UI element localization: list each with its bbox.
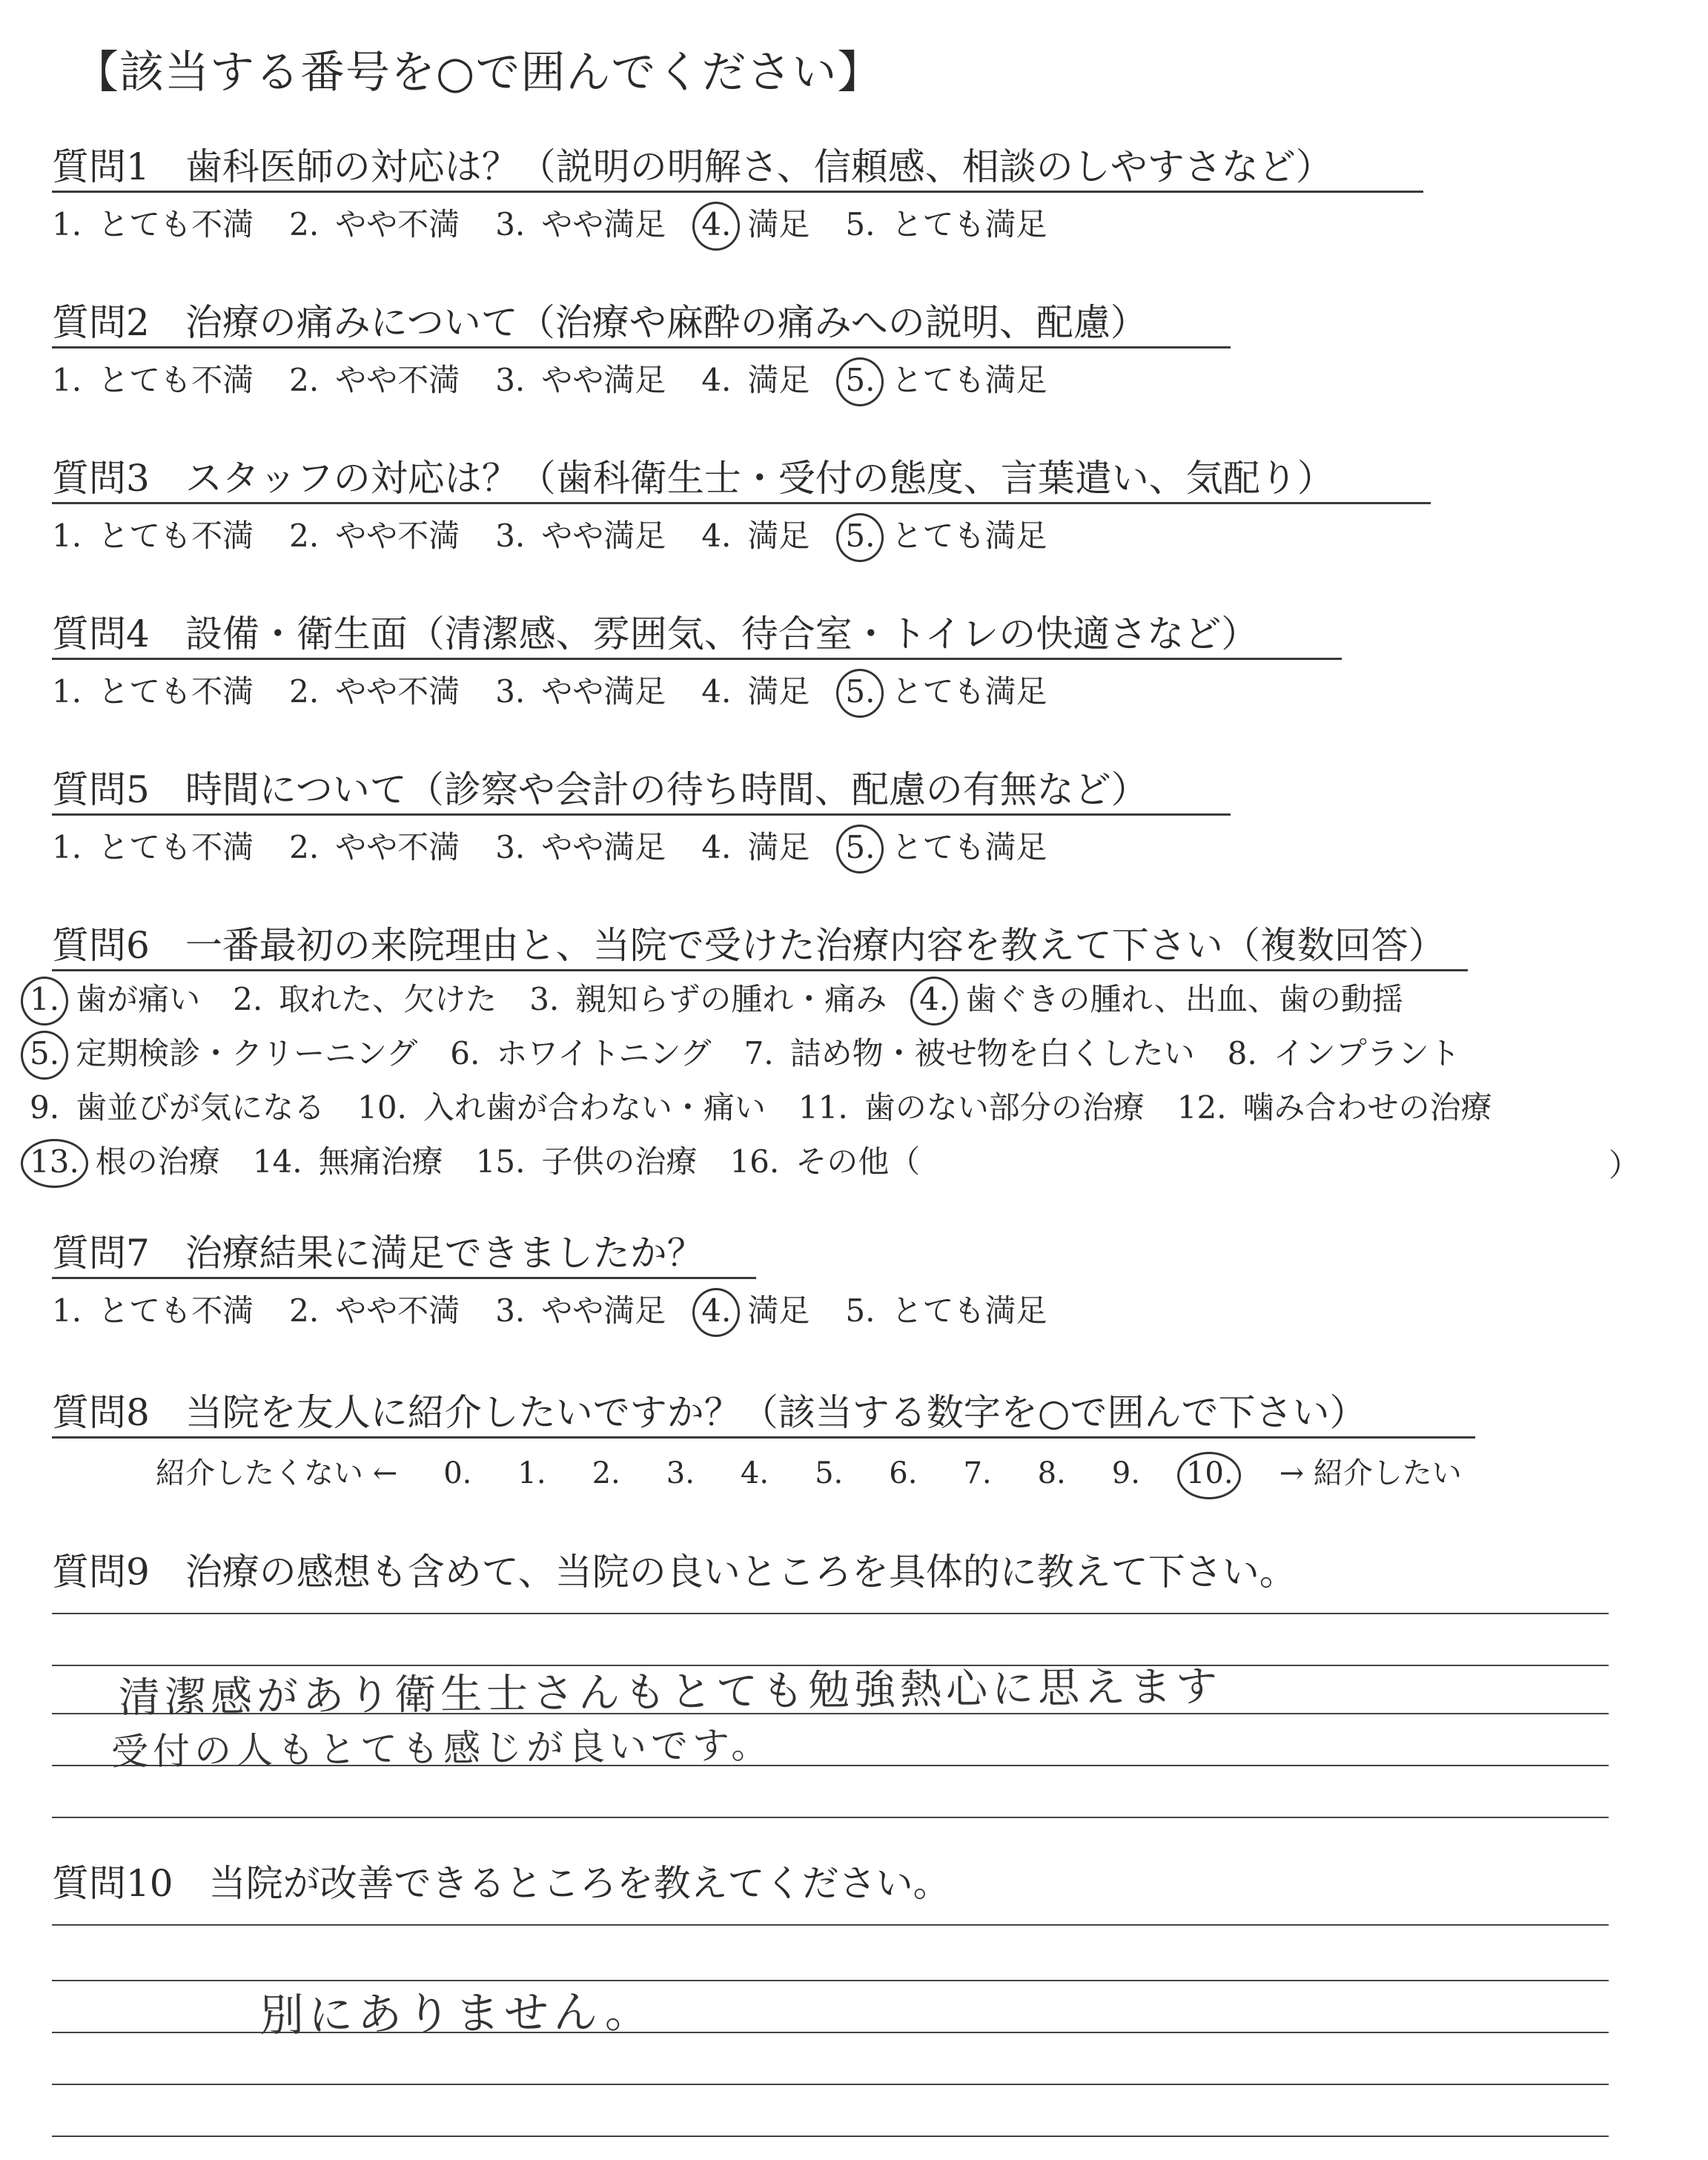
- options-row: [52, 1290, 1082, 1332]
- option[interactable]: [30, 1141, 220, 1183]
- question-number: 質問9: [52, 1550, 150, 1593]
- question-title: [52, 1390, 1366, 1435]
- option[interactable]: [919, 979, 1403, 1020]
- scale-option[interactable]: 7.: [963, 1456, 992, 1490]
- option-label: とても満足: [891, 362, 1047, 398]
- option-label: とても満足: [891, 829, 1047, 865]
- option-label: とても満足: [891, 1292, 1047, 1329]
- option[interactable]: [253, 1141, 443, 1183]
- option-number: 3.: [495, 829, 526, 865]
- question-number: 質問2: [52, 301, 150, 344]
- option[interactable]: [289, 1290, 460, 1332]
- question-underline: [52, 813, 1231, 816]
- question-text: 歯科医師の対応は？（説明の明解さ、信頼感、相談のしやすさなど）: [185, 145, 1333, 188]
- question-title: [52, 1861, 950, 1906]
- question-number: 質問6: [52, 924, 150, 967]
- option[interactable]: [289, 515, 460, 557]
- scale-option[interactable]: 1.: [517, 1456, 546, 1490]
- option-label: やや不満: [335, 206, 460, 242]
- question-number: 質問3: [52, 457, 150, 500]
- option-label: とても不満: [98, 673, 254, 710]
- question-text: 当院を友人に紹介したいですか？（該当する数字を○で囲んで下さい）: [185, 1391, 1367, 1434]
- question-underline: [52, 1277, 756, 1279]
- option-label: 満足: [747, 206, 810, 242]
- handwritten-answer: 別にありません。: [259, 1986, 655, 2042]
- option-number: 3.: [495, 1292, 526, 1329]
- option-number: 1.: [52, 673, 82, 710]
- option-label: 満足: [747, 362, 810, 398]
- option-label: とても不満: [98, 1292, 254, 1329]
- option-label: 根の治療: [95, 1143, 220, 1180]
- question-underline: [52, 346, 1231, 349]
- option[interactable]: [729, 1141, 920, 1183]
- option-number: 9.: [30, 1089, 60, 1126]
- option-label: 無痛治療: [318, 1143, 443, 1180]
- question-title: [52, 145, 1333, 189]
- option[interactable]: [845, 204, 1047, 245]
- question-text: 治療の痛みについて（治療や麻酔の痛みへの説明、配慮）: [185, 301, 1148, 344]
- option-number: 3.: [495, 362, 526, 398]
- scale-option[interactable]: 2.: [592, 1456, 620, 1490]
- scale-option[interactable]: 9.: [1111, 1456, 1140, 1490]
- option-label: やや満足: [541, 1292, 666, 1329]
- option-label: やや満足: [541, 673, 666, 710]
- option[interactable]: [495, 515, 666, 557]
- question-number: 質問1: [52, 145, 150, 188]
- option[interactable]: [289, 671, 460, 713]
- options-row: [52, 671, 1082, 713]
- question-underline: [52, 969, 1468, 971]
- option-number: 1.: [30, 981, 60, 1017]
- option-label: その他（: [795, 1143, 921, 1180]
- option-number: 2.: [289, 1292, 320, 1329]
- q6-options-row: [30, 1033, 1493, 1074]
- option[interactable]: [845, 671, 1047, 713]
- option[interactable]: [701, 671, 810, 713]
- scale-option[interactable]: 10.: [1185, 1456, 1234, 1490]
- question-title: [52, 612, 1258, 656]
- option-number: 2.: [289, 518, 320, 554]
- writing-line: [52, 1613, 1609, 1614]
- option-label: 定期検診・クリーニング: [76, 1035, 418, 1071]
- question-text: 一番最初の来院理由と、当院で受けた治療内容を教えて下さい（複数回答）: [185, 924, 1446, 967]
- option-number: 8.: [1227, 1035, 1257, 1071]
- option[interactable]: [30, 1087, 325, 1129]
- option-label: 満足: [747, 1292, 810, 1329]
- option-label: 歯が痛い: [76, 981, 201, 1017]
- option[interactable]: [495, 360, 666, 401]
- option-label: 満足: [747, 673, 810, 710]
- option-number: 4.: [701, 362, 732, 398]
- question-underline: [52, 658, 1342, 660]
- options-row: [52, 204, 1082, 245]
- option-label: 詰め物・被せ物を白くしたい: [790, 1035, 1195, 1071]
- option[interactable]: [495, 204, 666, 245]
- question-number: 質問10: [52, 1862, 173, 1905]
- scale-option[interactable]: 0.: [443, 1456, 472, 1490]
- option-number: 3.: [529, 981, 560, 1017]
- question-text: 時間について（診察や会計の待ち時間、配慮の有無など）: [185, 768, 1148, 811]
- option-label: とても満足: [891, 673, 1047, 710]
- option-number: 1.: [52, 362, 82, 398]
- option[interactable]: [701, 1290, 810, 1332]
- option-number: 1.: [52, 1292, 82, 1329]
- scale-option[interactable]: 5.: [815, 1456, 844, 1490]
- option-number: 1.: [52, 518, 82, 554]
- recommend-scale: [156, 1450, 1508, 1492]
- option[interactable]: [1177, 1087, 1492, 1129]
- question-text: スタッフの対応は？（歯科衛生士・受付の態度、言葉遣い、気配り）: [185, 457, 1334, 500]
- option-number: 6.: [450, 1035, 480, 1071]
- option[interactable]: [289, 827, 460, 868]
- option-number: 13.: [30, 1143, 79, 1180]
- q6-options-row: [30, 1141, 953, 1183]
- option[interactable]: [233, 979, 497, 1020]
- option-number: 4.: [919, 981, 950, 1017]
- option[interactable]: [450, 1033, 711, 1074]
- question-title: [52, 1550, 1297, 1594]
- option[interactable]: [357, 1087, 766, 1129]
- scale-left-label: 紹介したくない ←: [156, 1456, 398, 1490]
- option-number: 3.: [495, 206, 526, 242]
- option-number: 2.: [289, 206, 320, 242]
- option-number: 5.: [845, 518, 875, 554]
- option-number: 1.: [52, 206, 82, 242]
- option[interactable]: [845, 1290, 1047, 1332]
- option-label: とても満足: [891, 518, 1047, 554]
- option-number: 5.: [845, 829, 875, 865]
- option[interactable]: [701, 204, 810, 245]
- option[interactable]: [798, 1087, 1145, 1129]
- scale-option[interactable]: 4.: [740, 1456, 769, 1490]
- option-number: 7.: [744, 1035, 774, 1071]
- option[interactable]: [476, 1141, 698, 1183]
- option[interactable]: [52, 204, 254, 245]
- option-label: インプラント: [1273, 1035, 1460, 1071]
- option-label: とても満足: [891, 206, 1047, 242]
- option-number: 12.: [1176, 1089, 1227, 1126]
- question-text: 治療の感想も含めて、当院の良いところを具体的に教えて下さい。: [185, 1550, 1297, 1593]
- option-number: 4.: [701, 1292, 732, 1329]
- option[interactable]: [52, 515, 254, 557]
- option-number: 16.: [729, 1143, 780, 1180]
- options-row: [52, 827, 1082, 868]
- question-title: [52, 456, 1334, 501]
- question-text: 当院が改善できるところを教えてください。: [208, 1862, 950, 1905]
- question-text: 治療結果に満足できましたか？: [185, 1232, 704, 1275]
- scale-right-label: → 紹介したい: [1279, 1456, 1462, 1490]
- close-paren: ）: [1609, 1147, 1641, 1183]
- option-number: 15.: [475, 1143, 526, 1180]
- option-number: 2.: [289, 673, 320, 710]
- question-title: [52, 1231, 704, 1275]
- options-row: [52, 515, 1082, 557]
- handwritten-answer: 清潔感があり衛生士さんもとても勉強熱心に思えます: [118, 1662, 1222, 1723]
- option-label: やや満足: [541, 829, 666, 865]
- scale-option[interactable]: 8.: [1037, 1456, 1066, 1490]
- option-number: 5.: [845, 362, 875, 398]
- option-label: とても不満: [98, 829, 254, 865]
- option-label: やや不満: [335, 1292, 460, 1329]
- question-number: 質問7: [52, 1232, 150, 1275]
- scale-option[interactable]: 3.: [666, 1456, 695, 1490]
- option[interactable]: [1228, 1033, 1460, 1074]
- option[interactable]: [495, 827, 666, 868]
- option-label: やや不満: [335, 673, 460, 710]
- options-row: [52, 360, 1082, 401]
- question-title: [52, 767, 1148, 812]
- option[interactable]: [52, 827, 254, 868]
- option-label: 子供の治療: [541, 1143, 698, 1180]
- writing-line: [52, 2084, 1609, 2085]
- option-label: 満足: [747, 518, 810, 554]
- option[interactable]: [289, 360, 460, 401]
- option-number: 5.: [845, 206, 875, 242]
- option-label: 入れ歯が合わない・痛い: [423, 1089, 766, 1126]
- option[interactable]: [845, 360, 1047, 401]
- option[interactable]: [845, 515, 1047, 557]
- option-number: 10.: [357, 1089, 407, 1126]
- option[interactable]: [289, 204, 460, 245]
- question-underline: [52, 1436, 1475, 1439]
- writing-line: [52, 1924, 1609, 1926]
- option-label: やや満足: [541, 362, 666, 398]
- question-title: [52, 923, 1446, 968]
- option[interactable]: [701, 827, 810, 868]
- option-number: 4.: [701, 829, 732, 865]
- option-number: 3.: [495, 518, 526, 554]
- option-number: 3.: [495, 673, 526, 710]
- option-label: やや不満: [335, 829, 460, 865]
- option-label: とても不満: [98, 518, 254, 554]
- option-number: 2.: [289, 362, 320, 398]
- option[interactable]: [495, 1290, 666, 1332]
- option-number: 1.: [52, 829, 82, 865]
- option[interactable]: [52, 1290, 254, 1332]
- option-number: 5.: [845, 1292, 875, 1329]
- option-label: ホワイトニング: [496, 1035, 712, 1071]
- option[interactable]: [701, 515, 810, 557]
- option-number: 2.: [233, 981, 263, 1017]
- option[interactable]: [744, 1033, 1195, 1074]
- option-number: 4.: [701, 206, 732, 242]
- option-number: 14.: [252, 1143, 302, 1180]
- q6-options-row: [30, 979, 1436, 1020]
- option-label: 満足: [747, 829, 810, 865]
- question-underline: [52, 502, 1431, 504]
- question-number: 質問4: [52, 612, 150, 655]
- option-number: 4.: [701, 518, 732, 554]
- page-title: 【該当する番号を○で囲んでください】: [74, 47, 883, 99]
- option-label: やや満足: [541, 206, 666, 242]
- option-label: やや不満: [335, 362, 460, 398]
- option[interactable]: [495, 671, 666, 713]
- option-label: 親知らずの腫れ・痛み: [575, 981, 887, 1017]
- option-label: 取れた、欠けた: [279, 981, 497, 1017]
- question-number: 質問5: [52, 768, 150, 811]
- option-label: 歯並びが気になる: [76, 1089, 325, 1126]
- option-number: 4.: [701, 673, 732, 710]
- option-label: 歯のない部分の治療: [864, 1089, 1145, 1126]
- question-underline: [52, 191, 1423, 193]
- option-number: 5.: [845, 673, 875, 710]
- question-number: 質問8: [52, 1391, 150, 1434]
- option-label: 歯ぐきの腫れ、出血、歯の動揺: [965, 981, 1403, 1017]
- option[interactable]: [701, 360, 810, 401]
- option[interactable]: [52, 671, 254, 713]
- question-title: [52, 300, 1148, 345]
- question-text: 設備・衛生面（清潔感、雰囲気、待合室・トイレの快適さなど）: [185, 612, 1259, 655]
- writing-line: [52, 1817, 1609, 1818]
- option[interactable]: [52, 360, 254, 401]
- option-label: とても不満: [98, 362, 254, 398]
- option-label: やや不満: [335, 518, 460, 554]
- writing-line: [52, 2136, 1609, 2137]
- option-label: やや満足: [541, 518, 666, 554]
- scale-option[interactable]: 6.: [889, 1456, 918, 1490]
- q6-options-row: [30, 1087, 1525, 1129]
- option-number: 5.: [30, 1035, 60, 1071]
- handwritten-answer: 受付の人もとても感じが良いです。: [110, 1723, 773, 1774]
- option[interactable]: [529, 979, 887, 1020]
- option-number: 11.: [798, 1089, 848, 1126]
- option[interactable]: [845, 827, 1047, 868]
- option[interactable]: [30, 979, 200, 1020]
- option-label: 噛み合わせの治療: [1242, 1089, 1492, 1126]
- option[interactable]: [30, 1033, 417, 1074]
- option-label: とても不満: [98, 206, 254, 242]
- option-number: 2.: [289, 829, 320, 865]
